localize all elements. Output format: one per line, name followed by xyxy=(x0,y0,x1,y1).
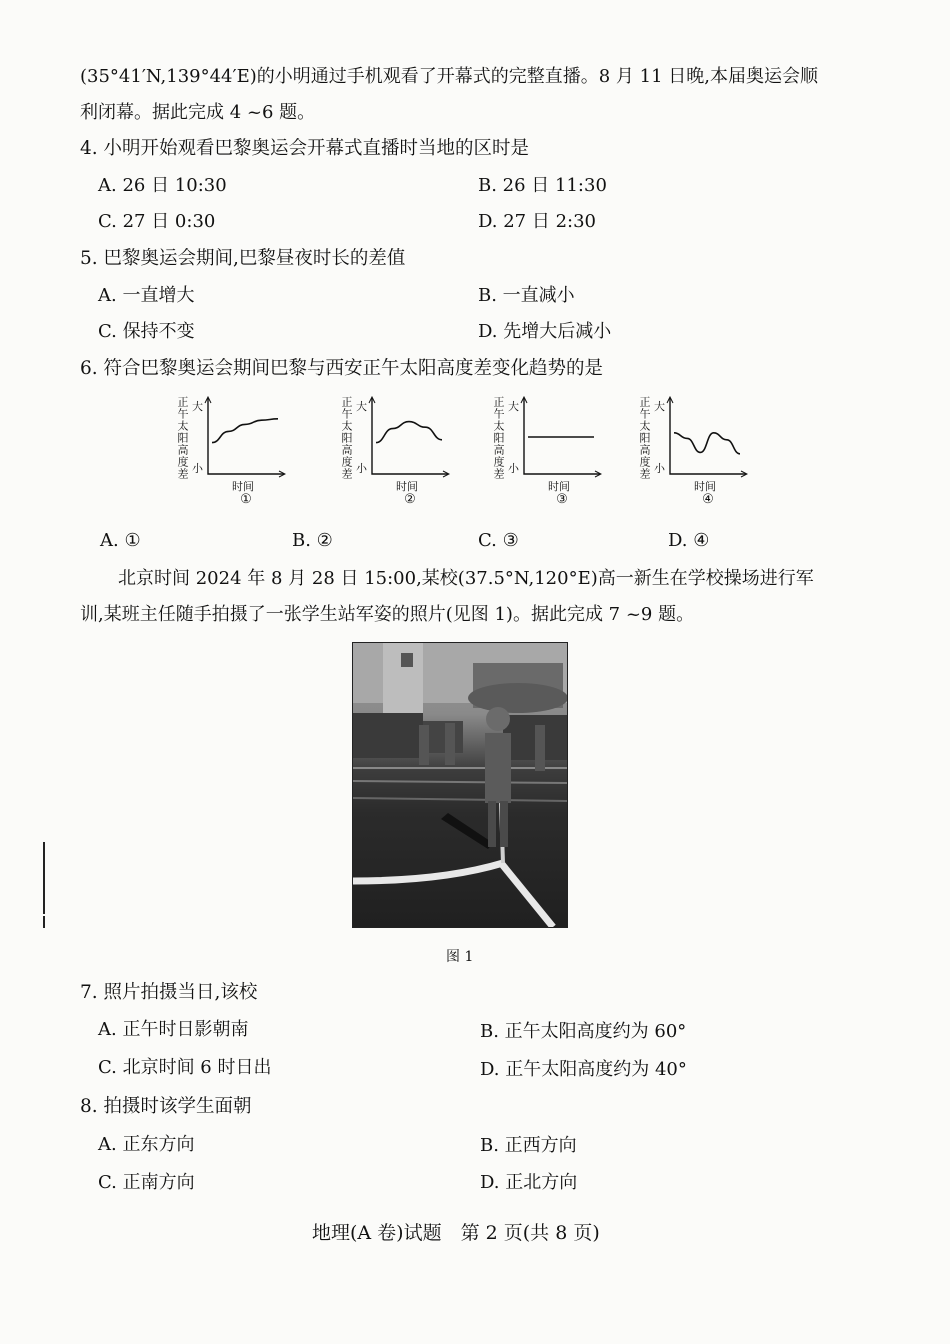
binding-mark xyxy=(43,842,45,914)
chart-4-label: ④ xyxy=(702,492,714,507)
chart-2 xyxy=(368,396,450,478)
q7-option-b: B. 正午太阳高度约为 60° xyxy=(480,1021,687,1042)
chart-2-x-label: 时间 xyxy=(396,480,418,493)
q6-option-c: C. ③ xyxy=(478,530,519,551)
chart-2-y-bottom: 小 xyxy=(356,462,367,475)
q8-option-a: A. 正东方向 xyxy=(98,1134,195,1155)
chart-3-x-label: 时间 xyxy=(548,480,570,493)
figure-1-caption: 图 1 xyxy=(446,949,474,965)
q4-option-c: C. 27 日 0:30 xyxy=(98,211,216,232)
q7-option-a: A. 正午时日影朝南 xyxy=(98,1019,249,1040)
chart-1 xyxy=(204,396,286,478)
chart-1-x-label: 时间 xyxy=(232,480,254,493)
question-7-stem: 7. 照片拍摄当日,该校 xyxy=(80,982,258,1003)
chart-1-y-label: 正午太阳高度差 xyxy=(176,396,189,480)
chart-1-label: ① xyxy=(240,492,252,507)
q8-option-d: D. 正北方向 xyxy=(480,1172,578,1193)
chart-1-axes xyxy=(208,398,284,474)
question-5-stem: 5. 巴黎奥运会期间,巴黎昼夜时长的差值 xyxy=(80,248,406,269)
chart-3-label: ③ xyxy=(556,492,568,507)
q5-option-c: C. 保持不变 xyxy=(98,321,195,342)
chart-3-y-bottom: 小 xyxy=(508,462,519,475)
passage2-line-2: 训,某班主任随手拍摄了一张学生站军姿的照片(见图 1)。据此完成 7 ~9 题。 xyxy=(80,604,695,625)
chart-3-axes xyxy=(524,398,600,474)
chart-1-y-top: 大 xyxy=(192,400,203,413)
chart-2-y-top: 大 xyxy=(356,400,367,413)
chart-1-series-line xyxy=(212,419,278,443)
q6-option-d: D. ④ xyxy=(668,530,710,551)
binding-mark xyxy=(43,916,45,928)
chart-4-y-label: 正午太阳高度差 xyxy=(638,396,651,480)
passage2-line-1: 北京时间 2024 年 8 月 28 日 15:00,某校(37.5°N,120°E)高一新生在学校操场进行军 xyxy=(118,568,814,589)
chart-2-y-label: 正午太阳高度差 xyxy=(340,396,353,480)
question-6-stem: 6. 符合巴黎奥运会期间巴黎与西安正午太阳高度差变化趋势的是 xyxy=(80,358,604,379)
page-footer: 地理(A 卷)试题 第 2 页(共 8 页) xyxy=(312,1222,600,1244)
intro-line-1: (35°41′N,139°44′E)的小明通过手机观看了开幕式的完整直播。8 月 11 日晚,本届奥运会顺 xyxy=(80,66,818,87)
chart-4-y-bottom: 小 xyxy=(654,462,665,475)
chart-3 xyxy=(520,396,602,478)
q6-option-b: B. ② xyxy=(292,530,333,551)
q7-option-c: C. 北京时间 6 时日出 xyxy=(98,1057,272,1078)
q5-option-d: D. 先增大后减小 xyxy=(478,321,612,342)
chart-3-y-top: 大 xyxy=(508,400,519,413)
q8-option-c: C. 正南方向 xyxy=(98,1172,195,1193)
q7-option-d: D. 正午太阳高度约为 40° xyxy=(480,1059,687,1080)
q5-option-b: B. 一直减小 xyxy=(478,285,575,306)
chart-3-y-label: 正午太阳高度差 xyxy=(492,396,505,480)
q4-option-d: D. 27 日 2:30 xyxy=(478,211,597,232)
chart-1-y-bottom: 小 xyxy=(192,462,203,475)
question-8-stem: 8. 拍摄时该学生面朝 xyxy=(80,1096,252,1117)
q4-option-a: A. 26 日 10:30 xyxy=(98,175,227,196)
chart-2-label: ② xyxy=(404,492,416,507)
chart-4-y-top: 大 xyxy=(654,400,665,413)
figure-1-photo xyxy=(352,642,568,928)
chart-2-series-line xyxy=(376,422,442,443)
chart-4 xyxy=(666,396,748,478)
chart-4-x-label: 时间 xyxy=(694,480,716,493)
q4-option-b: B. 26 日 11:30 xyxy=(478,175,607,196)
q8-option-b: B. 正西方向 xyxy=(480,1135,577,1156)
question-4-stem: 4. 小明开始观看巴黎奥运会开幕式直播时当地的区时是 xyxy=(80,138,530,159)
q5-option-a: A. 一直增大 xyxy=(98,285,195,306)
q6-option-a: A. ① xyxy=(100,530,141,551)
intro-line-2: 利闭幕。据此完成 4 ~6 题。 xyxy=(80,102,316,123)
chart-4-series-line xyxy=(674,433,740,454)
